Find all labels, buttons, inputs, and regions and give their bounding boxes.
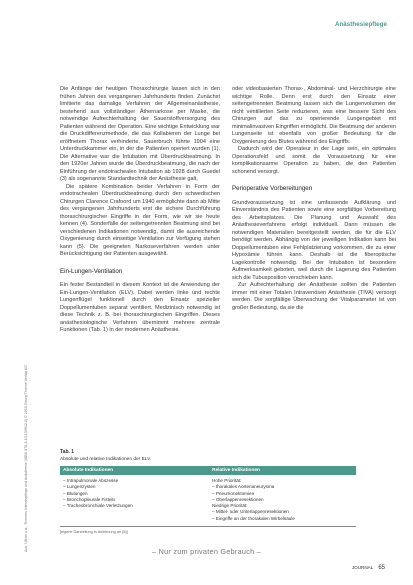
journal-name: JOURNAL bbox=[351, 565, 374, 570]
paragraph: Die spätere Kombination beider Verfahren in Form der endotrachealen Überdruckbeatmung durch den schwedischen Chirurgen Clarence Crafoord um 1940 ermöglichte dann ab Mitte des vergangenen Jahrhunderts erst die sichere Durchführung thoraxchirurgischer Eingriffe in der Form, wie wir sie heute kennen (4). Sonderfälle der seitengetrennten Beatmung sind bei verschiedenen Indikationen notwendig, damit die ausreichende Oxygenierung durch einseitige Ventilation zur Verfügung stehen kann (5). Die geeigneten Narkoseverfahren werden unter Berücksichtigung der Patienten ausgewählt. bbox=[60, 183, 220, 257]
section-heading: Perioperative Vorbereitungen bbox=[232, 185, 313, 192]
table-header-absolute: Absolute Indikationen bbox=[63, 468, 114, 473]
list-item: – Pneumonektomien bbox=[212, 490, 255, 496]
indications-table bbox=[60, 449, 356, 534]
list-item: – Blutungen bbox=[63, 490, 88, 496]
table-number: Tab. 1 bbox=[60, 449, 75, 455]
table-header-row bbox=[60, 466, 356, 475]
section-heading: Ein-Lungen-Ventilation bbox=[60, 267, 123, 275]
page-number: 65 bbox=[378, 565, 385, 571]
list-heading: Niedrige Priorität: bbox=[212, 503, 248, 509]
section-tag: Anästhesiepflege bbox=[334, 21, 387, 28]
paragraph: Zur Aufrechterhaltung der Anästhesie sollten die Patienten immer mit einer Totalen Intravenösen Anästhesie (TIVA) versorgt werden. Die sorgfältige Überwachung der Vitalparameter ist von großer Bedeutung, da sie die bbox=[232, 282, 396, 311]
paragraph: Grundvoraussetzung ist eine umfassende Aufklärung und Einverständnis des Patienten sowie eine sorgfältige Vorbereitung des Arbeitsplatzes. Die Planung und Auswahl des Anästhesieverfahrens erfolgt individuell. Dann müssen die notwendigen Materialien bereitgestellt werden, die für die ELV benötigt werden. Abhängig von der jeweiligen Indikation kann bei Doppellumentuben eine Fehlplatzierung vorkommen, die zu einer Hypoxämie führen kann. Deshalb ist die fiberoptische Lagekontrolle notwendig. Bei der Intubation ist besondere Aufmerksamkeit geboten, weil durch die Lagerung des Patienten sich die Tubusposition verschieben kann. bbox=[232, 199, 396, 281]
watermark: – Nur zum privaten Gebrauch – bbox=[152, 547, 261, 556]
paragraph: Ein fester Bestandteil in diesem Kontext ist die Anwendung der Ein-Lungen-Ventilation (ELV). Dabei werden linke und rechte Lungenflügel funktionell durch den Einsatz spezieller Doppellumentuben separat ventiliert. Medizinisch notwendig ist diese Technik z. B. bei thoraxchirurgischen Eingriffen. Dieses anästhesiologische Verfahren übernimmt mehrere zentrale Funktionen (Tab. 1) in der modernen Anästhesie. bbox=[60, 282, 220, 333]
page-footer bbox=[352, 565, 385, 571]
left-column bbox=[60, 86, 220, 335]
copyright-text: Aus: Ullrich u.a., Thiemes Intensivpflege und Anästhesie (ISBN 978-3-13-130942-2) © 2010 Georg Thieme Verlag KG bbox=[24, 364, 28, 552]
list-item: – Oberlappenresektionen bbox=[212, 496, 264, 502]
table-caption: Absolute und relative Indikationen der ELV. bbox=[60, 457, 152, 462]
list-item: – Lungenzysten bbox=[63, 484, 96, 490]
paragraph: Dadurch wird der Operateur in der Lage sein, ein optimales Operationsfeld und somit die Voraussetzung für eine komplikationsarme Operation zu haben, die den Patienten schonend versorgt. bbox=[232, 146, 396, 175]
list-item: – Bronchopleurale Fisteln bbox=[63, 496, 116, 502]
right-column bbox=[232, 86, 396, 312]
table-footnote: [eigene Darstellung in Anlehnung an (8)] bbox=[60, 530, 128, 535]
list-item: – Tracheobronchiale Verletzungen bbox=[63, 503, 133, 509]
list-item: – Mittel- oder Unterlappenresektionen bbox=[212, 509, 289, 515]
table-header-relative: Relative Indikationen bbox=[212, 468, 260, 473]
relative-list bbox=[209, 478, 356, 522]
list-item: – thorakales Aortenaneurysma bbox=[212, 484, 275, 490]
paragraph: Die Anfänge der heutigen Thoraxchirurgie lassen sich in den frühen Jahren des vergangenen Jahrhunderts finden. Zunächst limitierte das damalige Verfahren der Allgemeinanästhesie, bestehend aus vollständiger Äthernarkose per Maske, die notwendige Aufrechterhaltung der Sauerstoffversorgung des Patienten während der Operation. Eine wichtige Entwicklung war die Druckdifferenzmethode, die das Kollabieren der Lunge bei eröffnetem Thorax verhinderte. Sauerbruch führte 1904 eine Unterdruckkammer ein, in der die Patienten operiert wurden (1). Die Alternative war die Intubation mit Überdruckbeatmung. In den 1920er Jahren wurde die Überdruckbeatmung, die nach der Einführung der endotrachealen Intubation ab 1928 durch Guedel (3) als sogenannte Standardtechnik der Anästhesie galt, bbox=[60, 86, 220, 182]
paragraph: oder videobasierten Thorax-, Abdominal- und Herzchirurgie eine wichtige Rolle. Denn erst durch den Einsatz einer seitengetrennten Beatmung lassen sich die Lungenvolumen der nicht ventilierten Seite reduzieren, was eine bessere Sicht des Chirurgen auf das zu operierende Lungengebiet mit minimalinvasiven Eingriffen ermöglicht. Die Beatmung der anderen Lungenseite ist ebenfalls von großer Bedeutung für die Oxygenierung des Blutes während des Eingriffs. bbox=[232, 86, 396, 145]
table-body bbox=[60, 475, 356, 527]
list-item: – Intrapulmonale Abszesse bbox=[63, 478, 119, 483]
list-heading: Hohe Priorität: bbox=[212, 478, 242, 483]
list-item: – Eingriffe an der thorakalen Wirbelsäule bbox=[212, 515, 295, 521]
absolute-list bbox=[60, 478, 209, 522]
copyright-note bbox=[24, 312, 34, 552]
